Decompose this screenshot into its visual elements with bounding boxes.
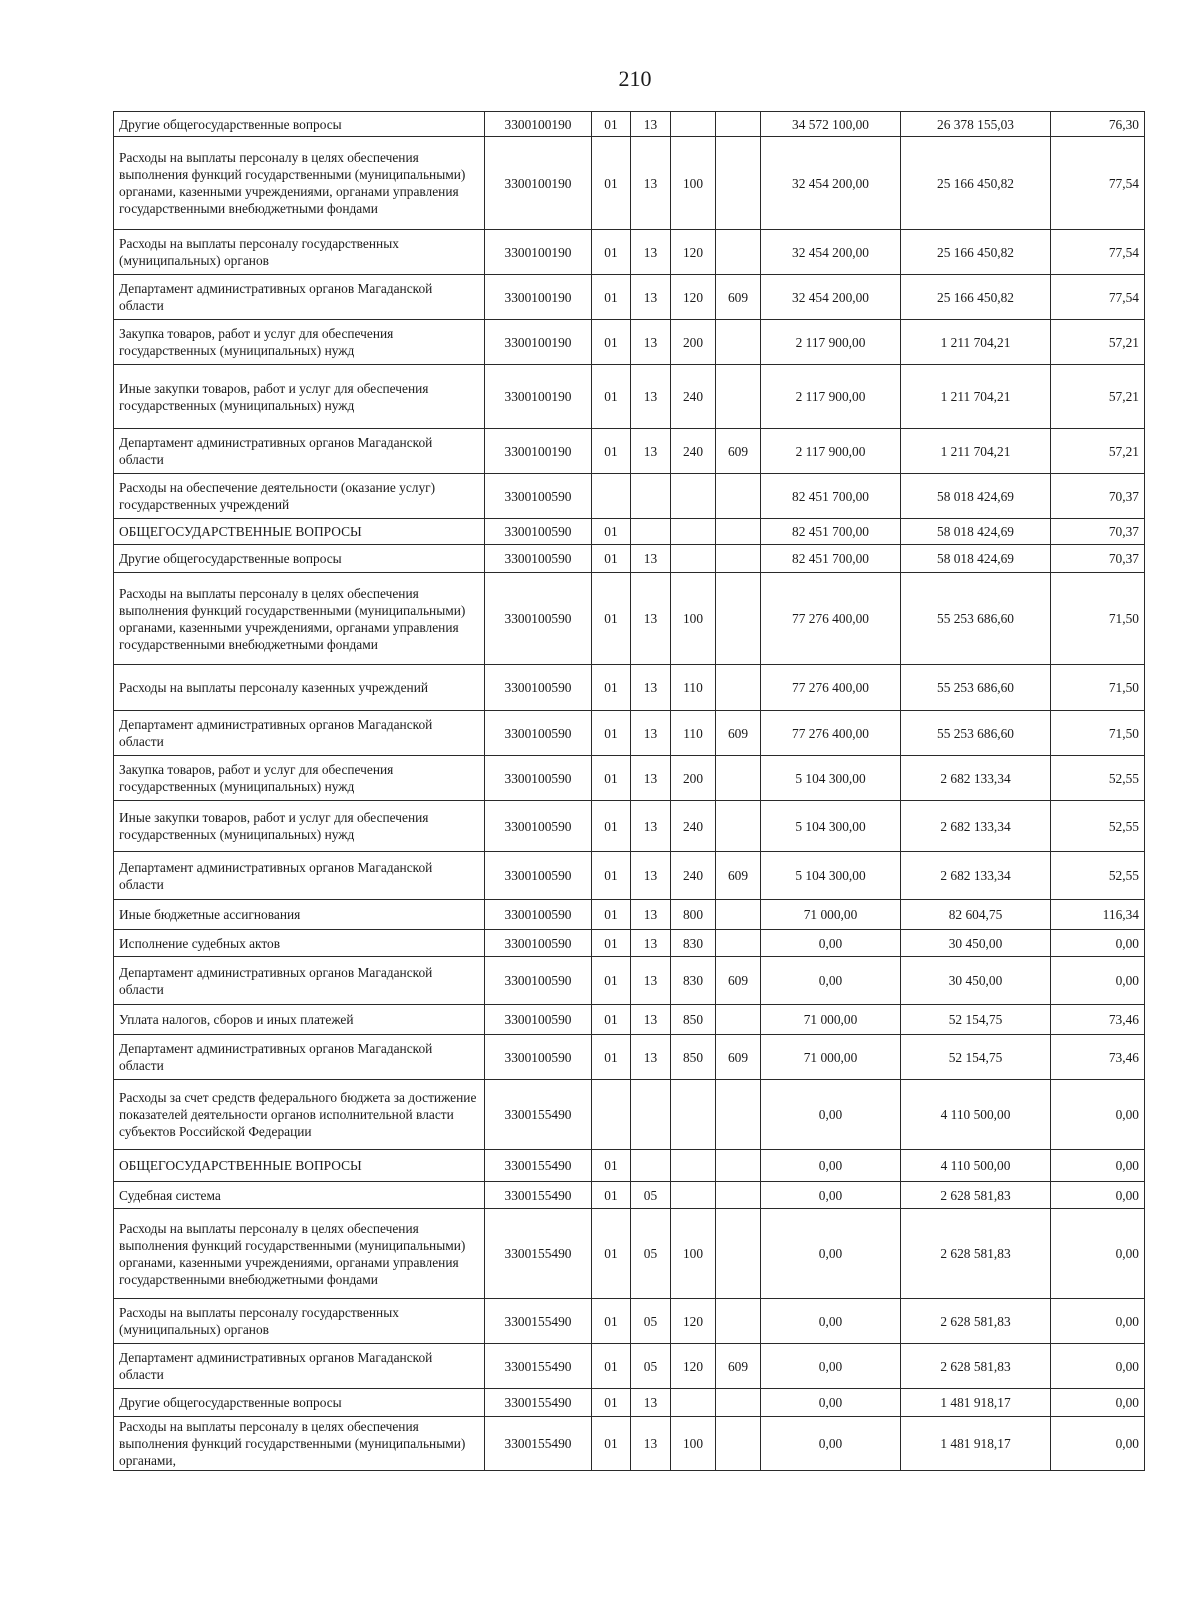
row-subsection: 05 bbox=[631, 1209, 671, 1299]
row-name: Департамент административных органов Магаданской области bbox=[114, 711, 485, 756]
row-department-code bbox=[716, 519, 761, 545]
row-name: Другие общегосударственные вопросы bbox=[114, 545, 485, 573]
table-row bbox=[114, 900, 1145, 930]
row-plan-amount: 77 276 400,00 bbox=[761, 665, 901, 711]
row-department-code bbox=[716, 1299, 761, 1344]
row-name: Департамент административных органов Магаданской области bbox=[114, 1344, 485, 1389]
row-expense-type: 100 bbox=[671, 1209, 716, 1299]
row-percent: 71,50 bbox=[1051, 665, 1145, 711]
row-expense-type: 240 bbox=[671, 429, 716, 474]
row-subsection: 13 bbox=[631, 665, 671, 711]
row-expense-type bbox=[671, 1080, 716, 1150]
table-row bbox=[114, 1417, 1145, 1471]
row-expense-type: 120 bbox=[671, 230, 716, 275]
table-row bbox=[114, 1299, 1145, 1344]
row-target-code: 3300100590 bbox=[485, 573, 592, 665]
row-target-code: 3300100190 bbox=[485, 429, 592, 474]
row-subsection: 05 bbox=[631, 1299, 671, 1344]
row-percent: 77,54 bbox=[1051, 230, 1145, 275]
row-department-code bbox=[716, 756, 761, 801]
table-row bbox=[114, 112, 1145, 137]
row-plan-amount: 0,00 bbox=[761, 1182, 901, 1209]
row-section: 01 bbox=[592, 1005, 631, 1035]
row-department-code bbox=[716, 1005, 761, 1035]
row-expense-type bbox=[671, 474, 716, 519]
row-name: Другие общегосударственные вопросы bbox=[114, 112, 485, 137]
row-expense-type bbox=[671, 1389, 716, 1417]
table-row bbox=[114, 275, 1145, 320]
row-actual-amount: 82 604,75 bbox=[901, 900, 1051, 930]
row-section: 01 bbox=[592, 930, 631, 957]
row-actual-amount: 52 154,75 bbox=[901, 1005, 1051, 1035]
row-section: 01 bbox=[592, 801, 631, 852]
table-row bbox=[114, 429, 1145, 474]
row-percent: 70,37 bbox=[1051, 545, 1145, 573]
row-percent: 76,30 bbox=[1051, 112, 1145, 137]
row-plan-amount: 5 104 300,00 bbox=[761, 801, 901, 852]
table-row bbox=[114, 137, 1145, 230]
row-department-code: 609 bbox=[716, 957, 761, 1005]
row-subsection: 13 bbox=[631, 1035, 671, 1080]
row-plan-amount: 32 454 200,00 bbox=[761, 230, 901, 275]
row-subsection: 13 bbox=[631, 801, 671, 852]
row-subsection: 13 bbox=[631, 1389, 671, 1417]
row-section: 01 bbox=[592, 1389, 631, 1417]
row-section: 01 bbox=[592, 665, 631, 711]
row-department-code bbox=[716, 1182, 761, 1209]
row-subsection: 13 bbox=[631, 275, 671, 320]
row-actual-amount: 58 018 424,69 bbox=[901, 519, 1051, 545]
row-department-code bbox=[716, 1389, 761, 1417]
row-name: Расходы на выплаты персоналу в целях обеспечения выполнения функций государственными (муниципальными) органами, bbox=[114, 1417, 485, 1471]
row-department-code bbox=[716, 665, 761, 711]
row-section: 01 bbox=[592, 320, 631, 365]
row-section: 01 bbox=[592, 230, 631, 275]
row-percent: 0,00 bbox=[1051, 1389, 1145, 1417]
row-subsection: 13 bbox=[631, 1417, 671, 1471]
row-section: 01 bbox=[592, 852, 631, 900]
row-department-code bbox=[716, 230, 761, 275]
row-expense-type bbox=[671, 519, 716, 545]
table-row bbox=[114, 474, 1145, 519]
row-section: 01 bbox=[592, 137, 631, 230]
row-subsection: 13 bbox=[631, 320, 671, 365]
row-section: 01 bbox=[592, 1344, 631, 1389]
row-expense-type: 110 bbox=[671, 665, 716, 711]
row-actual-amount: 52 154,75 bbox=[901, 1035, 1051, 1080]
row-department-code: 609 bbox=[716, 429, 761, 474]
row-percent: 77,54 bbox=[1051, 275, 1145, 320]
row-percent: 0,00 bbox=[1051, 1209, 1145, 1299]
row-subsection: 05 bbox=[631, 1182, 671, 1209]
row-percent: 0,00 bbox=[1051, 1182, 1145, 1209]
row-expense-type bbox=[671, 112, 716, 137]
row-name: Закупка товаров, работ и услуг для обеспечения государственных (муниципальных) нужд bbox=[114, 320, 485, 365]
row-department-code bbox=[716, 112, 761, 137]
row-plan-amount: 0,00 bbox=[761, 1150, 901, 1182]
row-plan-amount: 0,00 bbox=[761, 1299, 901, 1344]
row-plan-amount: 34 572 100,00 bbox=[761, 112, 901, 137]
row-expense-type: 100 bbox=[671, 573, 716, 665]
row-department-code bbox=[716, 930, 761, 957]
row-target-code: 3300100190 bbox=[485, 320, 592, 365]
row-target-code: 3300100590 bbox=[485, 474, 592, 519]
row-plan-amount: 0,00 bbox=[761, 957, 901, 1005]
row-expense-type: 200 bbox=[671, 320, 716, 365]
row-name: Закупка товаров, работ и услуг для обеспечения государственных (муниципальных) нужд bbox=[114, 756, 485, 801]
row-department-code: 609 bbox=[716, 1344, 761, 1389]
row-name: Расходы на выплаты персоналу в целях обеспечения выполнения функций государственными (муниципальными) органами, казенными учреждениями, органами управления государственными внебюджетными фондами bbox=[114, 573, 485, 665]
row-plan-amount: 0,00 bbox=[761, 1080, 901, 1150]
row-name: Другие общегосударственные вопросы bbox=[114, 1389, 485, 1417]
row-name: Департамент административных органов Магаданской области bbox=[114, 957, 485, 1005]
row-actual-amount: 2 682 133,34 bbox=[901, 852, 1051, 900]
row-plan-amount: 71 000,00 bbox=[761, 1035, 901, 1080]
row-actual-amount: 30 450,00 bbox=[901, 957, 1051, 1005]
row-section: 01 bbox=[592, 1209, 631, 1299]
row-plan-amount: 0,00 bbox=[761, 1344, 901, 1389]
row-subsection: 13 bbox=[631, 429, 671, 474]
row-target-code: 3300100590 bbox=[485, 545, 592, 573]
row-percent: 0,00 bbox=[1051, 1150, 1145, 1182]
row-expense-type: 850 bbox=[671, 1035, 716, 1080]
row-department-code bbox=[716, 573, 761, 665]
row-actual-amount: 55 253 686,60 bbox=[901, 711, 1051, 756]
row-actual-amount: 2 682 133,34 bbox=[901, 801, 1051, 852]
row-target-code: 3300100590 bbox=[485, 852, 592, 900]
row-department-code bbox=[716, 474, 761, 519]
row-percent: 0,00 bbox=[1051, 930, 1145, 957]
row-percent: 73,46 bbox=[1051, 1035, 1145, 1080]
row-section: 01 bbox=[592, 429, 631, 474]
row-plan-amount: 82 451 700,00 bbox=[761, 474, 901, 519]
row-actual-amount: 2 628 581,83 bbox=[901, 1299, 1051, 1344]
row-target-code: 3300100590 bbox=[485, 930, 592, 957]
table-row bbox=[114, 1344, 1145, 1389]
row-department-code bbox=[716, 137, 761, 230]
row-department-code bbox=[716, 900, 761, 930]
row-subsection: 13 bbox=[631, 930, 671, 957]
row-expense-type: 240 bbox=[671, 852, 716, 900]
row-actual-amount: 4 110 500,00 bbox=[901, 1150, 1051, 1182]
row-expense-type: 100 bbox=[671, 1417, 716, 1471]
row-target-code: 3300155490 bbox=[485, 1209, 592, 1299]
row-subsection: 13 bbox=[631, 545, 671, 573]
table-row bbox=[114, 1389, 1145, 1417]
row-section: 01 bbox=[592, 519, 631, 545]
table-row bbox=[114, 230, 1145, 275]
table-row bbox=[114, 1035, 1145, 1080]
row-plan-amount: 77 276 400,00 bbox=[761, 573, 901, 665]
row-target-code: 3300100590 bbox=[485, 711, 592, 756]
row-target-code: 3300100590 bbox=[485, 900, 592, 930]
row-department-code bbox=[716, 1080, 761, 1150]
row-plan-amount: 5 104 300,00 bbox=[761, 852, 901, 900]
row-section: 01 bbox=[592, 1035, 631, 1080]
row-subsection: 13 bbox=[631, 1005, 671, 1035]
row-section: 01 bbox=[592, 1299, 631, 1344]
row-expense-type bbox=[671, 545, 716, 573]
row-target-code: 3300155490 bbox=[485, 1150, 592, 1182]
row-actual-amount: 26 378 155,03 bbox=[901, 112, 1051, 137]
row-name: Уплата налогов, сборов и иных платежей bbox=[114, 1005, 485, 1035]
row-subsection bbox=[631, 1150, 671, 1182]
row-subsection: 13 bbox=[631, 852, 671, 900]
row-actual-amount: 4 110 500,00 bbox=[901, 1080, 1051, 1150]
row-plan-amount: 82 451 700,00 bbox=[761, 545, 901, 573]
row-expense-type bbox=[671, 1150, 716, 1182]
row-subsection: 05 bbox=[631, 1344, 671, 1389]
row-actual-amount: 25 166 450,82 bbox=[901, 275, 1051, 320]
row-name: Расходы на обеспечение деятельности (оказание услуг) государственных учреждений bbox=[114, 474, 485, 519]
row-name: Исполнение судебных актов bbox=[114, 930, 485, 957]
row-percent: 52,55 bbox=[1051, 852, 1145, 900]
row-name: Расходы за счет средств федерального бюджета за достижение показателей деятельности органов исполнительной власти субъектов Российской Федерации bbox=[114, 1080, 485, 1150]
row-actual-amount: 58 018 424,69 bbox=[901, 474, 1051, 519]
row-expense-type: 100 bbox=[671, 137, 716, 230]
row-target-code: 3300100590 bbox=[485, 957, 592, 1005]
row-target-code: 3300100190 bbox=[485, 230, 592, 275]
row-target-code: 3300100590 bbox=[485, 1035, 592, 1080]
row-percent: 0,00 bbox=[1051, 1299, 1145, 1344]
row-department-code: 609 bbox=[716, 711, 761, 756]
table-row bbox=[114, 365, 1145, 429]
row-section: 01 bbox=[592, 756, 631, 801]
row-name: Расходы на выплаты персоналу в целях обеспечения выполнения функций государственными (муниципальными) органами, казенными учреждениями, органами управления государственными внебюджетными фондами bbox=[114, 137, 485, 230]
row-section: 01 bbox=[592, 1417, 631, 1471]
row-plan-amount: 2 117 900,00 bbox=[761, 429, 901, 474]
row-department-code bbox=[716, 365, 761, 429]
row-target-code: 3300100590 bbox=[485, 1005, 592, 1035]
row-department-code bbox=[716, 801, 761, 852]
row-percent: 0,00 bbox=[1051, 1417, 1145, 1471]
row-subsection: 13 bbox=[631, 711, 671, 756]
row-percent: 116,34 bbox=[1051, 900, 1145, 930]
row-expense-type: 120 bbox=[671, 1344, 716, 1389]
table-row bbox=[114, 801, 1145, 852]
row-expense-type: 120 bbox=[671, 275, 716, 320]
row-plan-amount: 0,00 bbox=[761, 930, 901, 957]
table-row bbox=[114, 957, 1145, 1005]
table-row bbox=[114, 930, 1145, 957]
row-actual-amount: 55 253 686,60 bbox=[901, 665, 1051, 711]
row-percent: 70,37 bbox=[1051, 519, 1145, 545]
row-subsection: 13 bbox=[631, 900, 671, 930]
row-section: 01 bbox=[592, 112, 631, 137]
row-target-code: 3300100590 bbox=[485, 801, 592, 852]
row-percent: 70,37 bbox=[1051, 474, 1145, 519]
row-expense-type: 200 bbox=[671, 756, 716, 801]
table-row bbox=[114, 852, 1145, 900]
row-actual-amount: 30 450,00 bbox=[901, 930, 1051, 957]
row-plan-amount: 71 000,00 bbox=[761, 900, 901, 930]
row-target-code: 3300100190 bbox=[485, 275, 592, 320]
row-actual-amount: 2 682 133,34 bbox=[901, 756, 1051, 801]
row-actual-amount: 2 628 581,83 bbox=[901, 1182, 1051, 1209]
row-section: 01 bbox=[592, 545, 631, 573]
row-actual-amount: 25 166 450,82 bbox=[901, 230, 1051, 275]
row-percent: 77,54 bbox=[1051, 137, 1145, 230]
row-plan-amount: 32 454 200,00 bbox=[761, 137, 901, 230]
row-name: Расходы на выплаты персоналу государственных (муниципальных) органов bbox=[114, 1299, 485, 1344]
row-subsection: 13 bbox=[631, 573, 671, 665]
row-expense-type: 830 bbox=[671, 930, 716, 957]
row-department-code: 609 bbox=[716, 1035, 761, 1080]
row-expense-type: 830 bbox=[671, 957, 716, 1005]
row-actual-amount: 1 211 704,21 bbox=[901, 365, 1051, 429]
row-department-code: 609 bbox=[716, 275, 761, 320]
row-section bbox=[592, 474, 631, 519]
row-plan-amount: 0,00 bbox=[761, 1209, 901, 1299]
row-target-code: 3300155490 bbox=[485, 1389, 592, 1417]
table-row bbox=[114, 1182, 1145, 1209]
row-name: Департамент административных органов Магаданской области bbox=[114, 429, 485, 474]
row-actual-amount: 1 481 918,17 bbox=[901, 1417, 1051, 1471]
row-actual-amount: 2 628 581,83 bbox=[901, 1344, 1051, 1389]
row-expense-type: 120 bbox=[671, 1299, 716, 1344]
row-plan-amount: 2 117 900,00 bbox=[761, 320, 901, 365]
row-subsection bbox=[631, 519, 671, 545]
row-percent: 71,50 bbox=[1051, 711, 1145, 756]
row-subsection bbox=[631, 1080, 671, 1150]
row-percent: 0,00 bbox=[1051, 1080, 1145, 1150]
row-percent: 57,21 bbox=[1051, 365, 1145, 429]
row-target-code: 3300155490 bbox=[485, 1417, 592, 1471]
table-row bbox=[114, 573, 1145, 665]
row-plan-amount: 71 000,00 bbox=[761, 1005, 901, 1035]
row-subsection: 13 bbox=[631, 957, 671, 1005]
row-section: 01 bbox=[592, 957, 631, 1005]
row-subsection: 13 bbox=[631, 137, 671, 230]
table-row bbox=[114, 1080, 1145, 1150]
row-percent: 57,21 bbox=[1051, 429, 1145, 474]
row-name: ОБЩЕГОСУДАРСТВЕННЫЕ ВОПРОСЫ bbox=[114, 1150, 485, 1182]
row-target-code: 3300100590 bbox=[485, 665, 592, 711]
row-name: Расходы на выплаты персоналу в целях обеспечения выполнения функций государственными (муниципальными) органами, казенными учреждениями, органами управления государственными внебюджетными фондами bbox=[114, 1209, 485, 1299]
row-plan-amount: 2 117 900,00 bbox=[761, 365, 901, 429]
row-percent: 52,55 bbox=[1051, 801, 1145, 852]
page-number: 210 bbox=[618, 66, 652, 91]
row-target-code: 3300155490 bbox=[485, 1344, 592, 1389]
row-percent: 71,50 bbox=[1051, 573, 1145, 665]
row-target-code: 3300100590 bbox=[485, 519, 592, 545]
row-target-code: 3300100190 bbox=[485, 365, 592, 429]
row-percent: 52,55 bbox=[1051, 756, 1145, 801]
row-department-code bbox=[716, 545, 761, 573]
row-actual-amount: 2 628 581,83 bbox=[901, 1209, 1051, 1299]
table-row bbox=[114, 1150, 1145, 1182]
row-target-code: 3300155490 bbox=[485, 1080, 592, 1150]
row-percent: 0,00 bbox=[1051, 957, 1145, 1005]
row-name: ОБЩЕГОСУДАРСТВЕННЫЕ ВОПРОСЫ bbox=[114, 519, 485, 545]
row-department-code bbox=[716, 1150, 761, 1182]
row-subsection: 13 bbox=[631, 230, 671, 275]
row-percent: 57,21 bbox=[1051, 320, 1145, 365]
row-section bbox=[592, 1080, 631, 1150]
row-name: Иные закупки товаров, работ и услуг для обеспечения государственных (муниципальных) нужд bbox=[114, 801, 485, 852]
row-plan-amount: 77 276 400,00 bbox=[761, 711, 901, 756]
row-actual-amount: 58 018 424,69 bbox=[901, 545, 1051, 573]
row-expense-type bbox=[671, 1182, 716, 1209]
row-expense-type: 800 bbox=[671, 900, 716, 930]
row-subsection: 13 bbox=[631, 756, 671, 801]
row-plan-amount: 0,00 bbox=[761, 1389, 901, 1417]
row-section: 01 bbox=[592, 1182, 631, 1209]
row-subsection bbox=[631, 474, 671, 519]
row-target-code: 3300100190 bbox=[485, 137, 592, 230]
row-actual-amount: 55 253 686,60 bbox=[901, 573, 1051, 665]
row-name: Судебная система bbox=[114, 1182, 485, 1209]
row-name: Департамент административных органов Магаданской области bbox=[114, 1035, 485, 1080]
budget-table bbox=[113, 111, 1145, 1471]
row-expense-type: 110 bbox=[671, 711, 716, 756]
row-actual-amount: 1 481 918,17 bbox=[901, 1389, 1051, 1417]
row-department-code bbox=[716, 320, 761, 365]
row-department-code bbox=[716, 1209, 761, 1299]
row-target-code: 3300155490 bbox=[485, 1182, 592, 1209]
table-row bbox=[114, 711, 1145, 756]
table-row bbox=[114, 665, 1145, 711]
row-section: 01 bbox=[592, 573, 631, 665]
row-target-code: 3300100190 bbox=[485, 112, 592, 137]
row-name: Иные закупки товаров, работ и услуг для обеспечения государственных (муниципальных) нужд bbox=[114, 365, 485, 429]
row-target-code: 3300155490 bbox=[485, 1299, 592, 1344]
row-plan-amount: 0,00 bbox=[761, 1417, 901, 1471]
row-percent: 0,00 bbox=[1051, 1344, 1145, 1389]
row-percent: 73,46 bbox=[1051, 1005, 1145, 1035]
row-expense-type: 240 bbox=[671, 365, 716, 429]
row-plan-amount: 82 451 700,00 bbox=[761, 519, 901, 545]
row-plan-amount: 32 454 200,00 bbox=[761, 275, 901, 320]
row-target-code: 3300100590 bbox=[485, 756, 592, 801]
table-row bbox=[114, 756, 1145, 801]
table-row bbox=[114, 320, 1145, 365]
row-name: Иные бюджетные ассигнования bbox=[114, 900, 485, 930]
row-actual-amount: 25 166 450,82 bbox=[901, 137, 1051, 230]
row-expense-type: 850 bbox=[671, 1005, 716, 1035]
row-name: Расходы на выплаты персоналу государственных (муниципальных) органов bbox=[114, 230, 485, 275]
table-row bbox=[114, 545, 1145, 573]
row-subsection: 13 bbox=[631, 365, 671, 429]
row-actual-amount: 1 211 704,21 bbox=[901, 429, 1051, 474]
row-subsection: 13 bbox=[631, 112, 671, 137]
row-department-code: 609 bbox=[716, 852, 761, 900]
table-row bbox=[114, 1209, 1145, 1299]
row-plan-amount: 5 104 300,00 bbox=[761, 756, 901, 801]
row-expense-type: 240 bbox=[671, 801, 716, 852]
row-name: Департамент административных органов Магаданской области bbox=[114, 275, 485, 320]
row-name: Расходы на выплаты персоналу казенных учреждений bbox=[114, 665, 485, 711]
row-name: Департамент административных органов Магаданской области bbox=[114, 852, 485, 900]
row-department-code bbox=[716, 1417, 761, 1471]
row-actual-amount: 1 211 704,21 bbox=[901, 320, 1051, 365]
row-section: 01 bbox=[592, 1150, 631, 1182]
row-section: 01 bbox=[592, 900, 631, 930]
row-section: 01 bbox=[592, 275, 631, 320]
row-section: 01 bbox=[592, 365, 631, 429]
row-section: 01 bbox=[592, 711, 631, 756]
table-row bbox=[114, 519, 1145, 545]
table-row bbox=[114, 1005, 1145, 1035]
budget-table-body bbox=[114, 112, 1145, 1471]
